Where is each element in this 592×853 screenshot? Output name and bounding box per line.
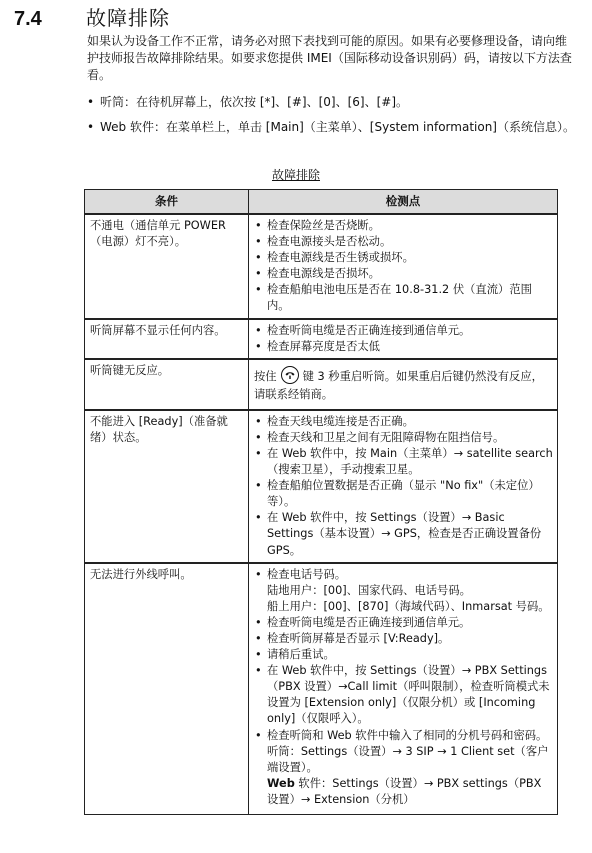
- check-item: [254, 567, 553, 615]
- row-checks: [249, 319, 558, 359]
- intro-paragraph: 如果认为设备工作不正常，请务必对照下表找到可能的原因。如果有必要修理设备，请向维护技师报告故障排除结果。如要求您提供 IMEI（国际移动设备识别码）码，请按以下方法查看。: [87, 34, 572, 82]
- check-item: [254, 728, 553, 808]
- check-item: • 检查听筒电缆是否正确连接到通信单元。: [254, 323, 553, 339]
- check-item: • 检查屏幕亮度是否太低: [254, 339, 553, 355]
- row-condition: 听筒键无反应。: [85, 359, 249, 410]
- row-checks: [249, 214, 558, 319]
- check-item: • 检查船舶位置数据是否正确（显示 "No fix"（未定位）等）。: [254, 478, 553, 510]
- check-item: • 检查电源接头是否松动。: [254, 234, 553, 250]
- table-row: [85, 319, 558, 359]
- table-row: [85, 359, 558, 410]
- phone-sub-ship: 船上用户：[00]、[870]（海域代码）、Inmarsat 号码。: [267, 599, 550, 613]
- web-sub: [267, 776, 553, 808]
- check-item: • 在 Web 软件中，按 Settings（设置）→ Basic Settings（基本设置）→ GPS，检查是否正确设置备份 GPS。: [254, 510, 553, 558]
- check-item: • 检查天线电缆连接是否正确。: [254, 414, 553, 430]
- section-title: 故障排除: [86, 6, 170, 30]
- phone-sub-land: 陆地用户：[00]、国家代码、电话号码。: [267, 583, 471, 597]
- check-item: • 检查船舶电池电压是否在 10.8-31.2 伏（直流）范围内。: [254, 282, 553, 314]
- check-text: 按住: [254, 369, 277, 383]
- bullet-web-imei: [87, 119, 579, 136]
- row-condition: 听筒屏幕不显示任何内容。: [85, 319, 249, 359]
- check-item: • 检查电源线是否损坏。: [254, 266, 553, 282]
- check-item: • 请稍后重试。: [254, 647, 553, 663]
- bullet-handset-imei: [87, 94, 579, 111]
- row-condition: 不通电（通信单元 POWER（电源）灯不亮）。: [85, 214, 249, 319]
- section-number: 7.4: [14, 8, 42, 30]
- check-item: • 在 Web 软件中，按 Main（主菜单）→ satellite search（搜索卫星），手动搜索卫星。: [254, 446, 553, 478]
- row-checks: [249, 359, 558, 410]
- table-header-row: [85, 190, 558, 215]
- bullet-text: 听筒：在待机屏幕上，依次按 [*]、[#]、[0]、[6]、[#]。: [100, 95, 409, 109]
- check-text: 键 3 秒重启听筒。如果重启后键仍然没有反应，请联系经销商。: [254, 369, 543, 401]
- bullet-text: Web 软件：在菜单栏上，单击 [Main]（主菜单）、[System information]（系统信息）。: [100, 120, 575, 134]
- table-row: [85, 563, 558, 815]
- check-text: 检查电话号码。: [267, 567, 347, 581]
- check-item: • 检查听筒屏幕是否显示 [V:Ready]。: [254, 631, 553, 647]
- check-item: • 检查听筒电缆是否正确连接到通信单元。: [254, 615, 553, 631]
- bullet-dot: •: [87, 120, 95, 134]
- check-text: 检查听筒和 Web 软件中输入了相同的分机号码和密码。听筒：Settings（设置）→ 3 SIP → 1 Client set（客户端设置）。: [267, 728, 549, 774]
- table-row: [85, 214, 558, 319]
- check-item: • 在 Web 软件中，按 Settings（设置）→ PBX Settings（PBX 设置）→Call limit（呼叫限制），检查听筒模式未设置为 [Extension only]（仅限分机）或 [Incoming only]（仅限呼入）。: [254, 663, 553, 727]
- row-condition: 不能进入 [Ready]（准备就绪）状态。: [85, 410, 249, 563]
- header-checkpoint: 检测点: [249, 190, 558, 215]
- web-label: Web: [267, 776, 295, 790]
- check-item: • 检查保险丝是否烧断。: [254, 218, 553, 234]
- header-condition: 条件: [85, 190, 249, 215]
- section-heading: [14, 2, 170, 31]
- web-text: 软件：Settings（设置）→ PBX settings（PBX 设置）→ Extension（分机）: [267, 776, 542, 806]
- bullet-dot: •: [87, 95, 95, 109]
- table-caption: 故障排除: [271, 168, 320, 182]
- power-key-icon: [281, 366, 299, 384]
- row-checks: [249, 410, 558, 563]
- row-checks: [249, 563, 558, 815]
- row-condition: 无法进行外线呼叫。: [85, 563, 249, 815]
- check-item: • 检查天线和卫星之间有无阻障碍物在阻挡信号。: [254, 430, 553, 446]
- troubleshooting-table: [84, 189, 558, 815]
- check-item: • 检查电源线是否生锈或损坏。: [254, 250, 553, 266]
- table-row: [85, 410, 558, 563]
